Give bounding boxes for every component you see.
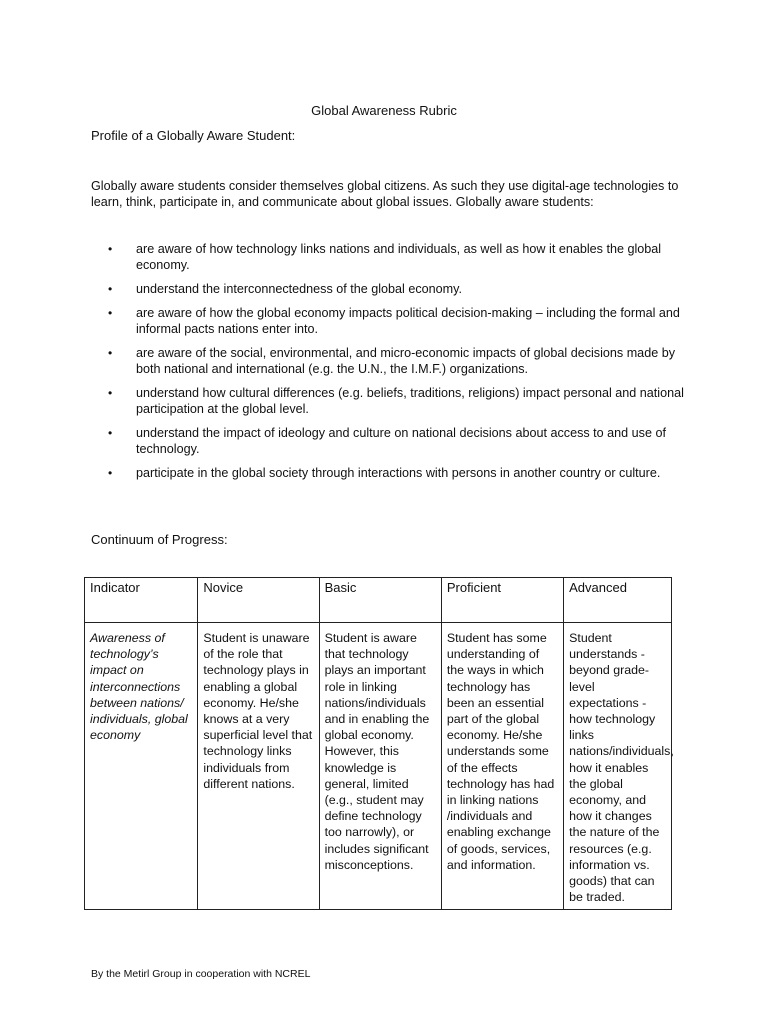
cell-proficient: Student has some understanding of the ways in which technology has been an essential part of the global economy. He/she understands some of the effects technology has had in linking nations /individuals and enabling exchange of goods, services, and information. [441, 623, 563, 910]
bullet-icon: • [108, 242, 113, 256]
table-header-row [85, 578, 672, 623]
list-item: • are aware of the social, environmental, and micro-economic impacts of global decisions made by both national and international (e.g. the U.N., the I.M.F.) organizations. [108, 346, 675, 376]
cell-basic: Student is aware that technology plays an important role in linking nations/individuals and in enabling the global economy. However, this knowledge is general, limited (e.g., student may define technology too narrowly), or includes significant misconceptions. [319, 623, 441, 910]
bullet-icon: • [108, 306, 113, 320]
header-proficient: Proficient [441, 578, 563, 623]
footer-credit: By the Metirl Group in cooperation with NCREL [91, 968, 311, 980]
bullet-icon: • [108, 282, 113, 296]
profile-heading: Profile of a Globally Aware Student: [91, 128, 296, 143]
bullet-icon: • [108, 426, 113, 440]
continuum-heading: Continuum of Progress: [91, 532, 228, 547]
cell-advanced: Student understands - beyond grade-level expectations -how technology links nations/individuals, how it enables the global economy, and how it changes the nature of the resources (e.g. information vs. goods) that can be traded. [564, 623, 672, 910]
cell-indicator: Awareness of technology’s impact on interconnections between nations/ individuals, global economy [85, 623, 198, 910]
bullet-icon: • [108, 466, 113, 480]
list-item: • understand the impact of ideology and culture on national decisions about access to and use of technology. [108, 426, 666, 456]
header-novice: Novice [198, 578, 319, 623]
table-row [85, 623, 672, 910]
header-advanced: Advanced [564, 578, 672, 623]
list-item: • understand the interconnectedness of the global economy. [108, 282, 463, 296]
list-item: • are aware of how the global economy impacts political decision-making – including the formal and informal pacts nations enter into. [108, 306, 680, 336]
bullet-icon: • [108, 346, 113, 360]
bullet-icon: • [108, 386, 113, 400]
header-indicator: Indicator [85, 578, 198, 623]
awareness-list [108, 241, 688, 489]
header-basic: Basic [319, 578, 441, 623]
list-item: • participate in the global society through interactions with persons in another country or culture. [108, 466, 661, 480]
list-item: • understand how cultural differences (e.g. beliefs, traditions, religions) impact personal and national participation at the global level. [108, 386, 684, 416]
document-title: Global Awareness Rubric [311, 103, 457, 118]
intro-paragraph: Globally aware students consider themselves global citizens. As such they use digital-age technologies to learn, think, participate in, and communicate about global issues. Globally aware students: [91, 179, 679, 209]
cell-novice: Student is unaware of the role that technology plays in enabling a global economy. He/she knows at a very superficial level that technology links individuals from different nations. [198, 623, 319, 910]
rubric-table [84, 577, 672, 910]
list-item: • are aware of how technology links nations and individuals, as well as how it enables the global economy. [108, 242, 662, 272]
